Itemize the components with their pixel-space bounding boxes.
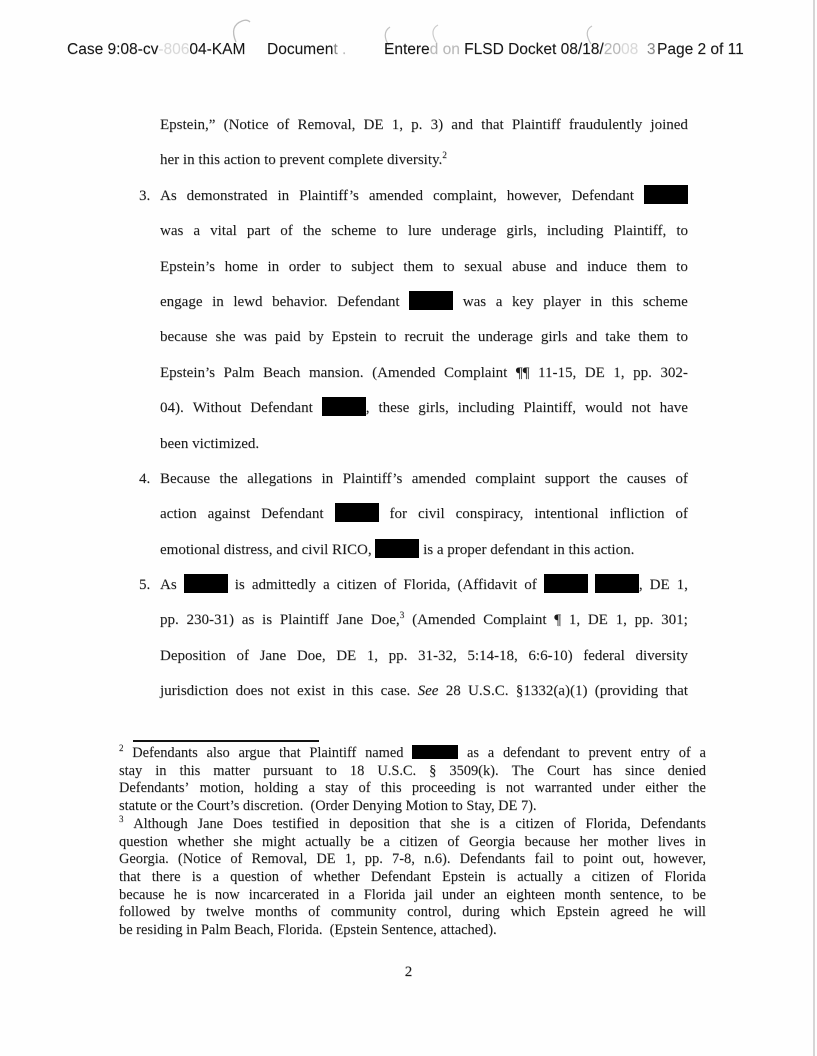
text-line: because he is now incarcerated in a Florida jail under an eighteen month sentence, to be — [119, 886, 706, 903]
redaction-box — [595, 574, 639, 593]
paragraph-number: 5. — [139, 577, 151, 594]
text-line: followed by twelve months of community control, during which Epstein agreed he will — [119, 904, 706, 921]
text-line: pp. 230-31) as is Plaintiff Jane Doe,$^3$ (Amended Complaint ¶ 1, DE 1, pp. 301; — [160, 611, 688, 629]
case-number — [67, 41, 245, 59]
footnote-separator — [133, 740, 319, 742]
header-text: Documen — [267, 41, 334, 58]
header-text: t — [333, 41, 338, 58]
text-line: Epstein,” (Notice of Removal, DE 1, p. 3) and that Plaintiff fraudulently joined — [160, 117, 688, 133]
document-number — [267, 41, 346, 59]
text-line: 04). Without Defendant , these girls, including Plaintiff, would not have — [160, 391, 688, 426]
document-body — [139, 108, 688, 710]
text-line: As demonstrated in Plaintiff’s amended complaint, however, Defendant — [160, 179, 688, 214]
header-text: 20 — [603, 41, 621, 58]
header-text: 08 — [620, 41, 639, 58]
header-text: 3 — [638, 41, 656, 58]
paragraph — [139, 568, 688, 710]
text-line: be residing in Palm Beach, Florida. (Epstein Sentence, attached). — [119, 922, 497, 939]
footnote-reference: 3 — [399, 611, 405, 622]
text-line: $^2$ Defendants also argue that Plaintiff named as a defendant to prevent entry of a — [119, 743, 706, 761]
footnote-reference: 2 — [119, 743, 124, 754]
text-line: Georgia. (Notice of Removal, DE 1, pp. 7-8, n.6). Defendants fail to point out, however, — [119, 851, 706, 868]
text-line: stay in this matter pursuant to 18 U.S.C. § 3509(k). The Court has since denied — [119, 762, 706, 779]
scan-artifact — [433, 25, 438, 42]
page-number: 2 — [404, 964, 413, 980]
paragraph — [160, 108, 688, 179]
paragraph — [139, 179, 688, 462]
text-line: $^3$ Although Jane Does testified in deposition that she is a citizen of Florida, Defendants — [119, 814, 706, 832]
paragraph-number: 4. — [139, 470, 151, 487]
redaction-box — [412, 745, 458, 759]
scan-artifact — [234, 20, 250, 42]
text-line: been victimized. — [160, 435, 260, 452]
text-line: action against Defendant for civil conspiracy, intentional infliction of — [160, 497, 688, 532]
header-text: Case 9:08-cv — [67, 41, 159, 58]
footnote — [119, 745, 706, 816]
paragraph — [139, 462, 688, 568]
text-line: jurisdiction does not exist in this case. See 28 U.S.C. §1332(a)(1) (providing that — [160, 683, 688, 700]
italic-citation: See — [417, 683, 439, 700]
footnotes — [119, 745, 706, 940]
text-line: her in this action to prevent complete diversity.$^2$ — [160, 151, 447, 169]
header-text: Entere — [384, 41, 430, 58]
page-indicator — [657, 41, 744, 59]
paragraph-number: 3. — [139, 187, 151, 204]
header-text: Page 2 of 11 — [657, 41, 744, 58]
text-line: Defendants’ motion, holding a stay of this proceeding is not warranted under either the — [119, 780, 706, 797]
footnote — [119, 816, 706, 940]
scan-artifact-curls — [0, 0, 817, 80]
redaction-box — [544, 574, 588, 593]
text-line: question whether she might actually be a citizen of Georgia because her mother lives in — [119, 833, 706, 850]
text-line: statute or the Court’s discretion. (Order Denying Motion to Stay, DE 7). — [119, 798, 537, 815]
header-text: . — [337, 41, 347, 58]
text-line: engage in lewd behavior. Defendant was a key player in this scheme — [160, 285, 688, 320]
header-text: FLSD Docket 08/18/ — [459, 41, 604, 58]
header-text: d on — [429, 41, 460, 58]
text-line: Because the allegations in Plaintiff’s amended complaint support the causes of — [160, 470, 688, 487]
redaction-box — [335, 503, 379, 522]
docket-header — [0, 41, 817, 63]
header-text: -806 — [158, 41, 190, 58]
redaction-box — [644, 185, 688, 204]
scan-edge-line — [813, 0, 815, 1056]
header-text: 04-KAM — [189, 41, 246, 58]
text-line: was a vital part of the scheme to lure underage girls, including Plaintiff, to — [160, 223, 688, 240]
redaction-box — [409, 291, 453, 310]
text-line: As is admittedly a citizen of Florida, (Affidavit of , DE 1, — [160, 568, 688, 603]
redaction-box — [184, 574, 228, 593]
text-line: Deposition of Jane Doe, DE 1, pp. 31-32, 5:14-18, 6:6-10) federal diversity — [160, 647, 688, 664]
footnote-reference: 3 — [119, 814, 124, 825]
text-line: because she was paid by Epstein to recruit the underage girls and take them to — [160, 329, 688, 346]
text-line: emotional distress, and civil RICO, is a proper defendant in this action. — [160, 533, 688, 568]
footnote-reference: 2 — [442, 151, 447, 162]
redaction-box — [375, 539, 419, 558]
text-line: Epstein’s Palm Beach mansion. (Amended Complaint ¶¶ 11-15, DE 1, pp. 302- — [160, 364, 688, 381]
redaction-box — [322, 397, 366, 416]
text-line: that there is a question of whether Defendant Epstein is actually a citizen of Florida — [119, 869, 706, 886]
docket-entry — [384, 41, 655, 59]
text-line: Epstein’s home in order to subject them to sexual abuse and induce them to — [160, 258, 688, 275]
